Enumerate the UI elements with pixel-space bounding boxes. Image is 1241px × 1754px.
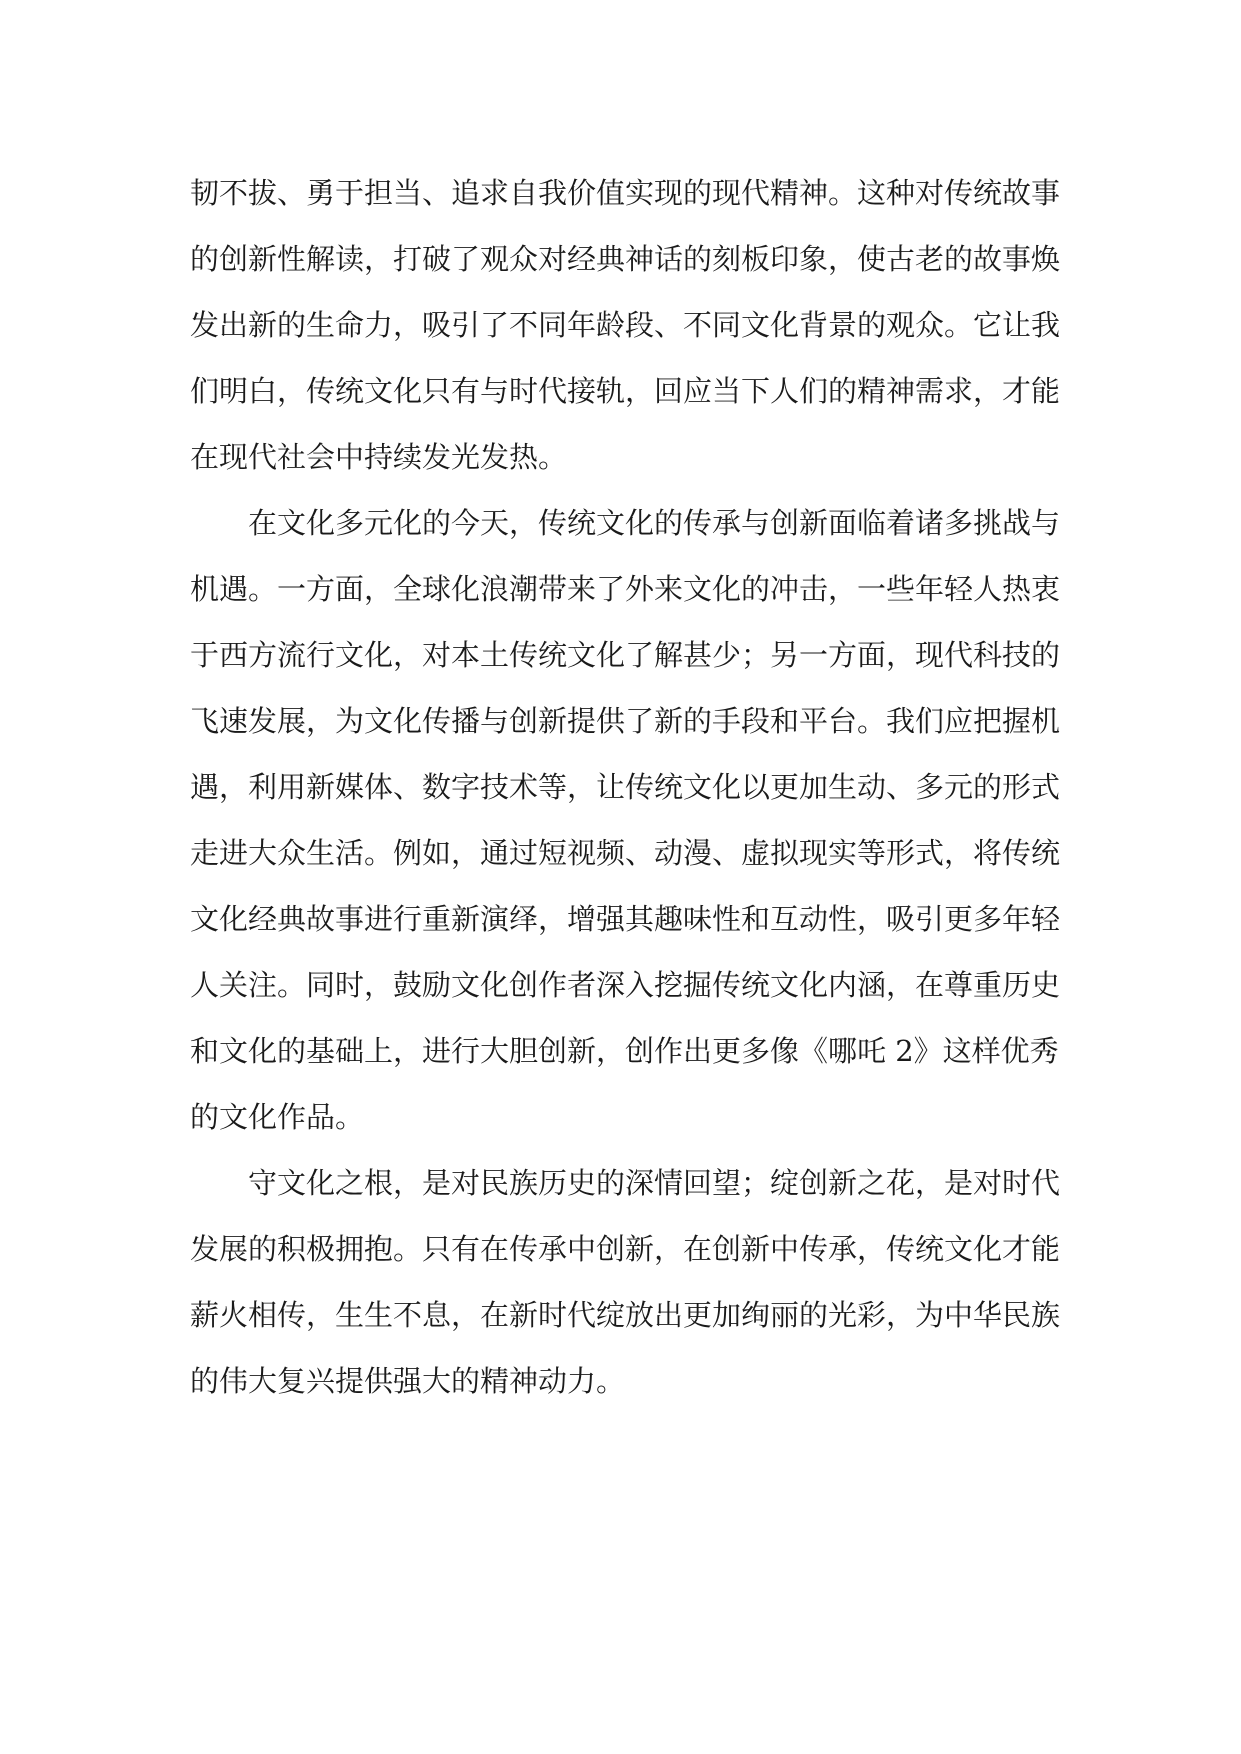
text-line: 在现代社会中持续发光发热。 <box>190 440 568 474</box>
paragraph-3 <box>190 1150 1061 1414</box>
text-line: 人关注。同时，鼓励文化创作者深入挖掘传统文化内涵，在尊重历史 <box>190 968 1061 1002</box>
text-line: 守文化之根，是对民族历史的深情回望；绽创新之花，是对时代 <box>190 1166 1061 1200</box>
text-line: 在文化多元化的今天，传统文化的传承与创新面临着诸多挑战与 <box>190 506 1061 540</box>
text-line: 发展的积极拥抱。只有在传承中创新，在创新中传承，传统文化才能 <box>190 1232 1061 1266</box>
text-line: 的文化作品。 <box>190 1100 365 1134</box>
text-line: 的创新性解读，打破了观众对经典神话的刻板印象，使古老的故事焕 <box>190 242 1061 276</box>
text-line: 薪火相传，生生不息，在新时代绽放出更加绚丽的光彩，为中华民族 <box>190 1298 1061 1332</box>
text-line: 发出新的生命力，吸引了不同年龄段、不同文化背景的观众。它让我 <box>190 308 1061 342</box>
text-line: 们明白，传统文化只有与时代接轨，回应当下人们的精神需求，才能 <box>190 374 1061 408</box>
text-line: 走进大众生活。例如，通过短视频、动漫、虚拟现实等形式，将传统 <box>190 836 1061 870</box>
text-line: 韧不拔、勇于担当、追求自我价值实现的现代精神。这种对传统故事 <box>190 176 1061 210</box>
paragraph-1 <box>190 160 1061 490</box>
text-line: 机遇。一方面，全球化浪潮带来了外来文化的冲击，一些年轻人热衷 <box>190 572 1061 606</box>
text-line: 于西方流行文化，对本土传统文化了解甚少；另一方面，现代科技的 <box>190 638 1061 672</box>
paragraph-2 <box>190 490 1061 1150</box>
text-line: 文化经典故事进行重新演绎，增强其趣味性和互动性，吸引更多年轻 <box>190 902 1061 936</box>
text-line: 遇，利用新媒体、数字技术等，让传统文化以更加生动、多元的形式 <box>190 770 1061 804</box>
text-line: 和文化的基础上，进行大胆创新，创作出更多像《哪吒 2》这样优秀 <box>190 1034 1059 1068</box>
text-line: 飞速发展，为文化传播与创新提供了新的手段和平台。我们应把握机 <box>190 704 1061 738</box>
text-line: 的伟大复兴提供强大的精神动力。 <box>190 1364 626 1398</box>
document-body <box>190 160 1061 1414</box>
